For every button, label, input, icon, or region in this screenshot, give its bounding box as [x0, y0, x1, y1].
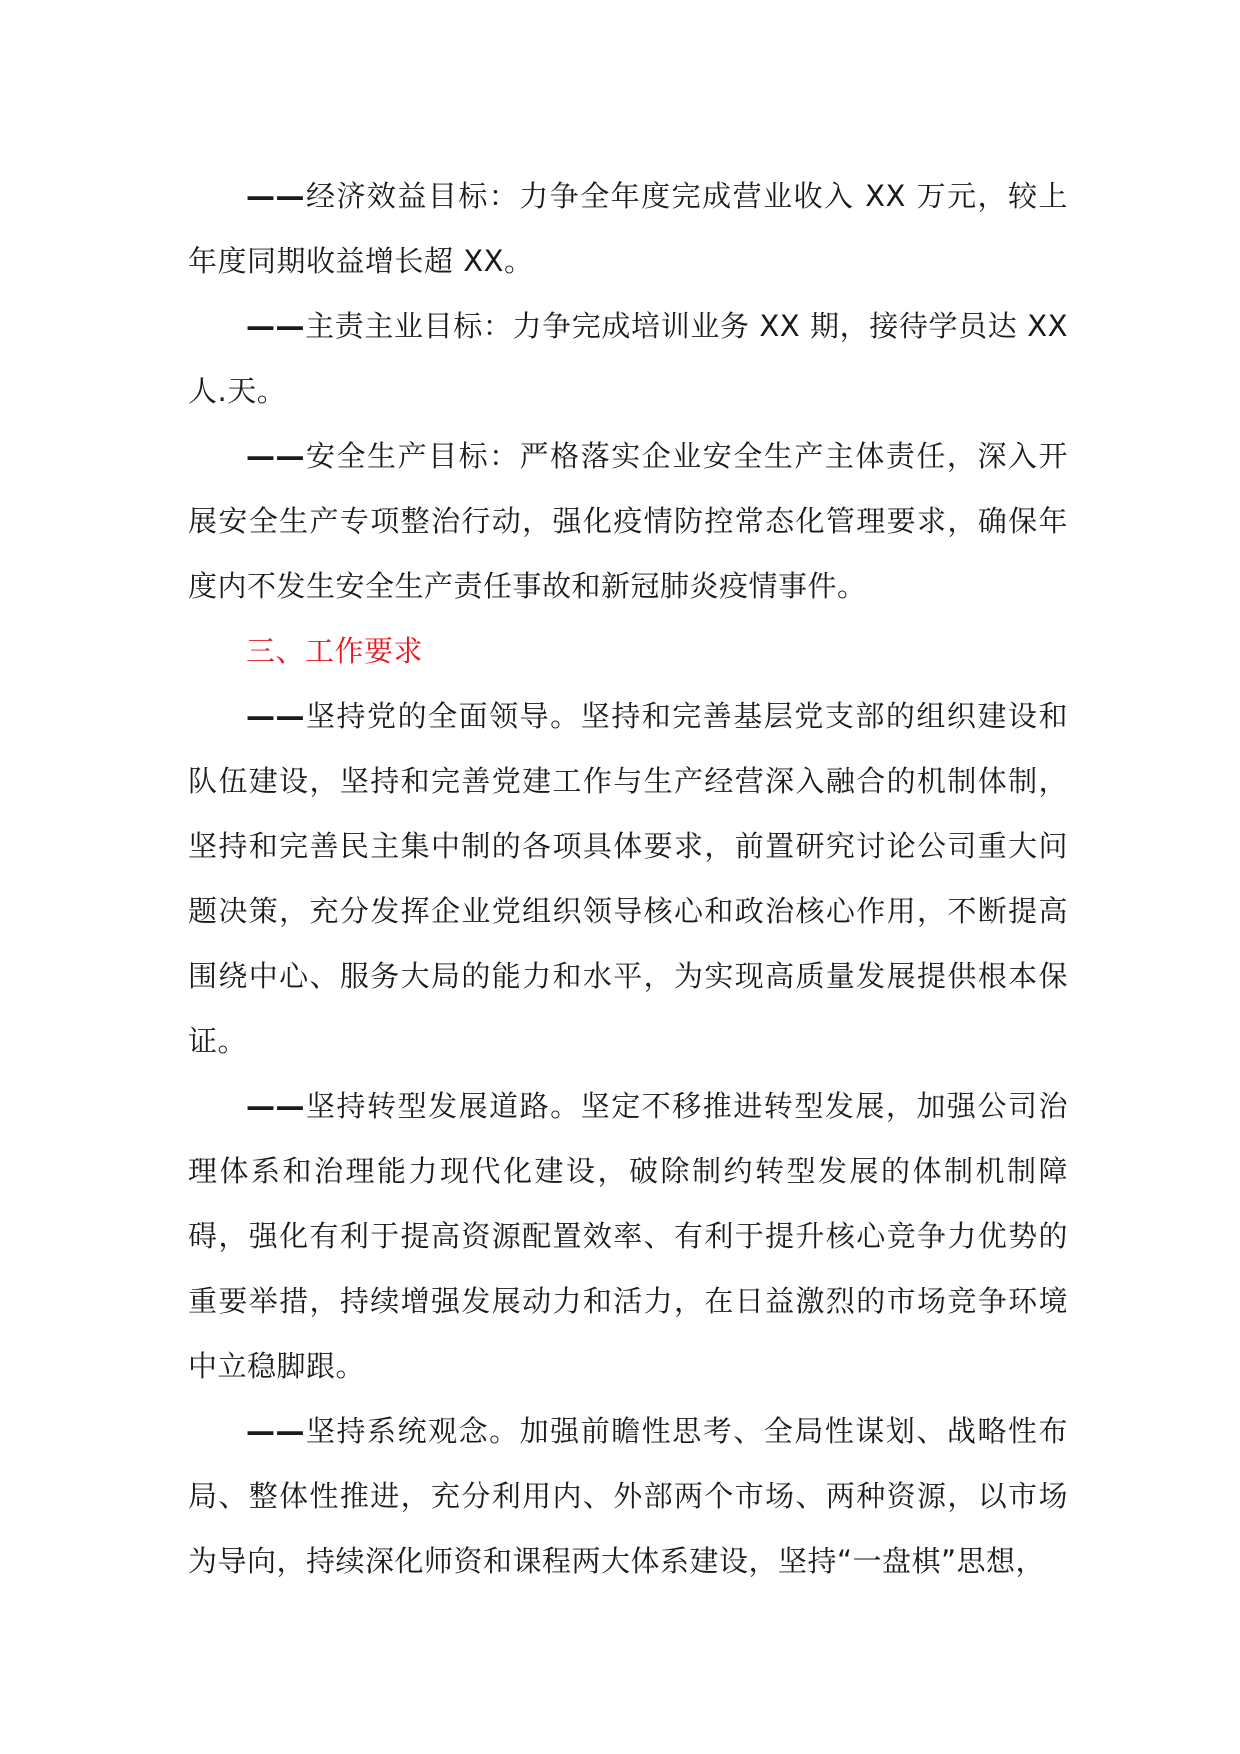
em-dash: ——	[246, 439, 305, 473]
goal-economic-paragraph	[188, 164, 1068, 294]
em-dash: ——	[246, 179, 305, 213]
paragraph-text: 经济效益目标：力争全年度完成营业收入 XX 万元，较上年度同期收益增长超 XX。	[188, 179, 1068, 278]
paragraph-text: 坚持转型发展道路。坚定不移推进转型发展，加强公司治理体系和治理能力现代化建设，破除制约转型发展的体制机制障碍，强化有利于提高资源配置效率、有利于提升核心竞争力优势的重要举措，持续增强发展动力和活力，在日益激烈的市场竞争环境中立稳脚跟。	[188, 1089, 1068, 1383]
goal-safety-paragraph	[188, 424, 1068, 619]
em-dash: ——	[246, 1414, 305, 1448]
goal-business-paragraph	[188, 294, 1068, 424]
paragraph-text: 坚持系统观念。加强前瞻性思考、全局性谋划、战略性布局、整体性推进，充分利用内、外部两个市场、两种资源，以市场为导向，持续深化师资和课程两大体系建设，坚持“一盘棋”思想，	[188, 1414, 1068, 1578]
em-dash: ——	[246, 1089, 305, 1123]
requirement-transformation-paragraph	[188, 1074, 1068, 1399]
em-dash: ——	[246, 699, 305, 733]
requirement-party-leadership-paragraph	[188, 684, 1068, 1074]
em-dash: ——	[246, 309, 305, 343]
paragraph-text: 坚持党的全面领导。坚持和完善基层党支部的组织建设和队伍建设，坚持和完善党建工作与生产经营深入融合的机制体制，坚持和完善民主集中制的各项具体要求，前置研究讨论公司重大问题决策，充分发挥企业党组织领导核心和政治核心作用，不断提高围绕中心、服务大局的能力和水平，为实现高质量发展提供根本保证。	[188, 699, 1068, 1058]
requirement-systems-paragraph	[188, 1399, 1068, 1594]
paragraph-text: 主责主业目标：力争完成培训业务 XX 期，接待学员达 XX 人.天。	[188, 309, 1068, 408]
section-heading: 三、工作要求	[246, 634, 424, 668]
paragraph-text: 安全生产目标：严格落实企业安全生产主体责任，深入开展安全生产专项整治行动，强化疫情防控常态化管理要求，确保年度内不发生安全生产责任事故和新冠肺炎疫情事件。	[188, 439, 1068, 603]
document-page	[188, 164, 1068, 1594]
